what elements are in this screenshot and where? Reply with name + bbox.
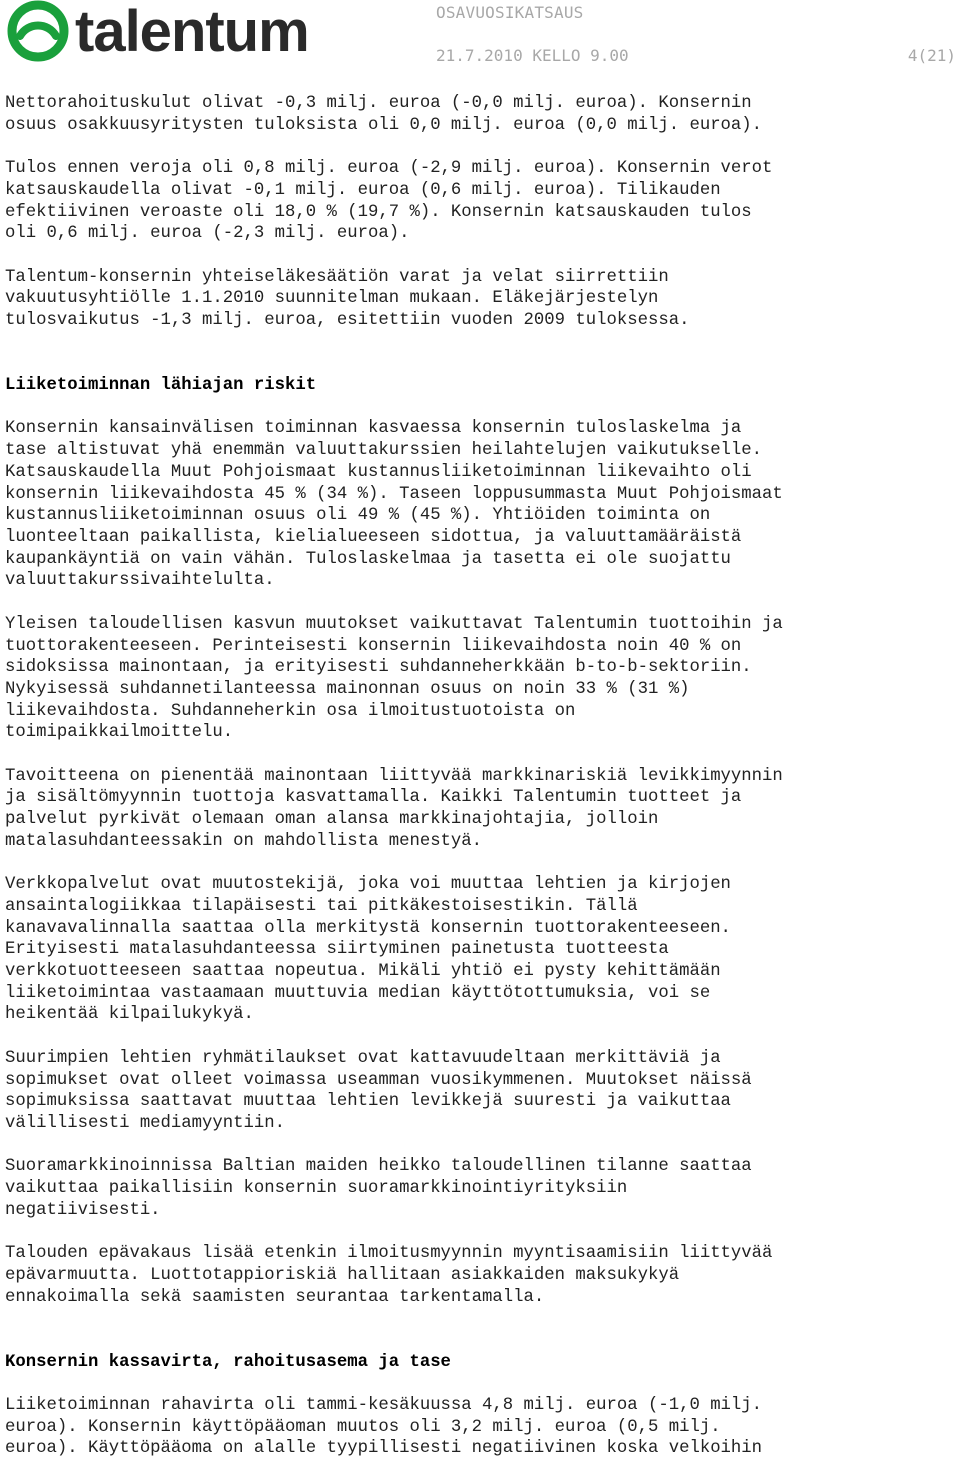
text-line: Nykyisessä suhdannetilanteessa mainonnan osuus on noin 33 % (31 %) xyxy=(5,679,690,699)
paragraph-pension-fund xyxy=(5,267,955,332)
text-line: Talentum-konsernin yhteiseläkesäätiön varat ja velat siirrettiin xyxy=(5,267,669,287)
text-line: Suoramarkkinoinnissa Baltian maiden heikko taloudellinen tilanne saattaa xyxy=(5,1157,752,1177)
text-line: Suurimpien lehtien ryhmätilaukset ovat kattavuudeltaan merkittäviä ja xyxy=(5,1048,721,1068)
text-line: ansaintalogiikkaa tilapäisesti tai pitkäkestoisestikin. Tällä xyxy=(5,896,638,916)
text-line: negatiivisesti. xyxy=(5,1200,161,1220)
text-line: Talouden epävakaus lisää etenkin ilmoitusmyynnin myyntisaamisiin liittyvää xyxy=(5,1244,773,1264)
text-line: konsernin liikevaihdosta 45 % (34 %). Taseen loppusummasta Muut Pohjoismaat xyxy=(5,484,783,504)
text-line: valuuttakurssivaihtelulta. xyxy=(5,571,275,591)
document-body xyxy=(5,93,955,1482)
text-line: heikentää kilpailukykyä. xyxy=(5,1005,254,1025)
text-line: verkkotuotteeseen saattaa nopeutua. Mikäli yhtiö ei pysty kehittämään xyxy=(5,962,721,982)
text-line: euroa). Käyttöpääoma on alalle tyypillisesti negatiivinen koska velkoihin xyxy=(5,1439,763,1459)
text-line: sopimuksissa saattavat muuttaa lehtien levikkejä suuresti ja vaikuttaa xyxy=(5,1092,731,1112)
text-line: kustannusliiketoiminnan osuus oli 49 % (45 %). Yhtiöiden toiminta on xyxy=(5,506,711,526)
page-number: 4(21) xyxy=(907,46,956,65)
section-heading-risks: Liiketoiminnan lähiajan riskit xyxy=(5,376,317,396)
text-line: oli 0,6 milj. euroa (-2,3 milj. euroa). xyxy=(5,224,410,244)
paragraph-economic-instability xyxy=(5,1243,955,1308)
paragraph-group-subscriptions xyxy=(5,1048,955,1135)
page-header xyxy=(0,0,960,72)
text-line: matalasuhdanteessakin on mahdollista menestyä. xyxy=(5,831,483,851)
text-line: Yleisen taloudellisen kasvun muutokset vaikuttavat Talentumin tuottoihin ja xyxy=(5,614,783,634)
text-line: osuus osakkuusyritysten tuloksista oli 0,0 milj. euroa (0,0 milj. euroa). xyxy=(5,115,763,135)
talentum-logo xyxy=(3,0,363,64)
text-line: Nettorahoituskulut olivat -0,3 milj. euroa (-0,0 milj. euroa). Konsernin xyxy=(5,94,752,113)
paragraph-market-risk-goal xyxy=(5,766,955,853)
text-line: ja sisältömyynnin tuottoja kasvattamalla. Kaikki Talentumin tuotteet ja xyxy=(5,788,742,808)
text-line: euroa). Konsernin käyttöpääoman muutos oli 3,2 milj. euroa (0,5 milj. xyxy=(5,1417,721,1437)
text-line: välillisesti mediamyyntiin. xyxy=(5,1113,286,1133)
text-line: liiketoimintaa vastaamaan muuttuvia median käyttötottumuksia, voi se xyxy=(5,983,711,1003)
paragraph-operating-cashflow xyxy=(5,1395,955,1460)
text-line: palvelut pyrkivät olemaan oman alansa markkinajohtajia, jolloin xyxy=(5,810,659,830)
text-line: sidoksissa mainontaan, ja erityisesti suhdanneherkkään b-to-b-sektoriin. xyxy=(5,658,752,678)
text-line: Konsernin kansainvälisen toiminnan kasvaessa konsernin tuloslaskelma ja xyxy=(5,419,742,439)
text-line: ennakoimalla sekä saamisten seurantaa tarkentamalla. xyxy=(5,1287,545,1307)
text-line: Katsauskaudella Muut Pohjoismaat kustannusliiketoiminnan liikevaihto oli xyxy=(5,462,752,482)
text-line: luonteeltaan paikallista, kielialueeseen sidottua, ja valuuttamääräistä xyxy=(5,528,742,547)
text-line: kanavavalinnalla saattaa olla merkitystä konsernin tuottorakenteeseen. xyxy=(5,918,731,938)
paragraph-financial-costs xyxy=(5,93,955,136)
paragraph-direct-marketing xyxy=(5,1156,955,1221)
text-line: Verkkopalvelut ovat muutostekijä, joka voi muuttaa lehtien ja kirjojen xyxy=(5,875,731,895)
text-line: vakuutusyhtiölle 1.1.2010 suunnitelman mukaan. Eläkejärjestelyn xyxy=(5,289,659,309)
talentum-logo-mark-icon xyxy=(12,5,64,57)
text-line: tuottorakenteeseen. Perinteisesti konsernin liikevaihdosta noin 40 % on xyxy=(5,636,742,656)
paragraph-currency-risk xyxy=(5,418,955,592)
text-line: katsauskaudella olivat -0,1 milj. euroa (0,6 milj. euroa). Tilikauden xyxy=(5,180,721,200)
text-line: tase altistuvat yhä enemmän valuuttakurssien heilahtelujen vaikutukselle. xyxy=(5,441,763,461)
report-date: 21.7.2010 KELLO 9.00 xyxy=(436,46,629,65)
text-line: toimipaikkailmoittelu. xyxy=(5,723,234,743)
text-line: vaikuttaa paikallisiin konsernin suoramarkkinointiyrityksiin xyxy=(5,1179,628,1199)
text-line: Erityisesti matalasuhdanteessa siirtyminen painetusta tuotteesta xyxy=(5,940,669,960)
logo-wordmark: talentum xyxy=(75,0,309,64)
text-line: sopimukset ovat olleet voimassa useamman vuosikymmenen. Muutokset näissä xyxy=(5,1070,752,1090)
text-line: epävarmuutta. Luottotappioriskiä hallitaan asiakkaiden maksukykyä xyxy=(5,1265,680,1285)
text-line: tulosvaikutus -1,3 milj. euroa, esitettiin vuoden 2009 tuloksessa. xyxy=(5,311,690,330)
report-type: OSAVUOSIKATSAUS xyxy=(436,3,584,22)
paragraph-profit-before-taxes xyxy=(5,158,955,245)
text-line: Tulos ennen veroja oli 0,8 milj. euroa (-2,9 milj. euroa). Konsernin verot xyxy=(5,159,773,179)
paragraph-online-services xyxy=(5,874,955,1026)
text-line: kaupankäyntiä on vain vähän. Tuloslaskelmaa ja tasetta ei ole suojattu xyxy=(5,549,731,569)
text-line: Liiketoiminnan rahavirta oli tammi-kesäkuussa 4,8 milj. euroa (-1,0 milj. xyxy=(5,1396,763,1415)
text-line: efektiivinen veroaste oli 18,0 % (19,7 %). Konsernin katsauskauden tulos xyxy=(5,202,752,222)
text-line: Tavoitteena on pienentää mainontaan liittyvää markkinariskiä levikkimyynnin xyxy=(5,766,783,786)
text-line: liikevaihdosta. Suhdanneherkin osa ilmoitustuotoista on xyxy=(5,701,576,721)
section-heading-cashflow: Konsernin kassavirta, rahoitusasema ja tase xyxy=(5,1352,451,1372)
paragraph-economic-growth xyxy=(5,614,955,744)
